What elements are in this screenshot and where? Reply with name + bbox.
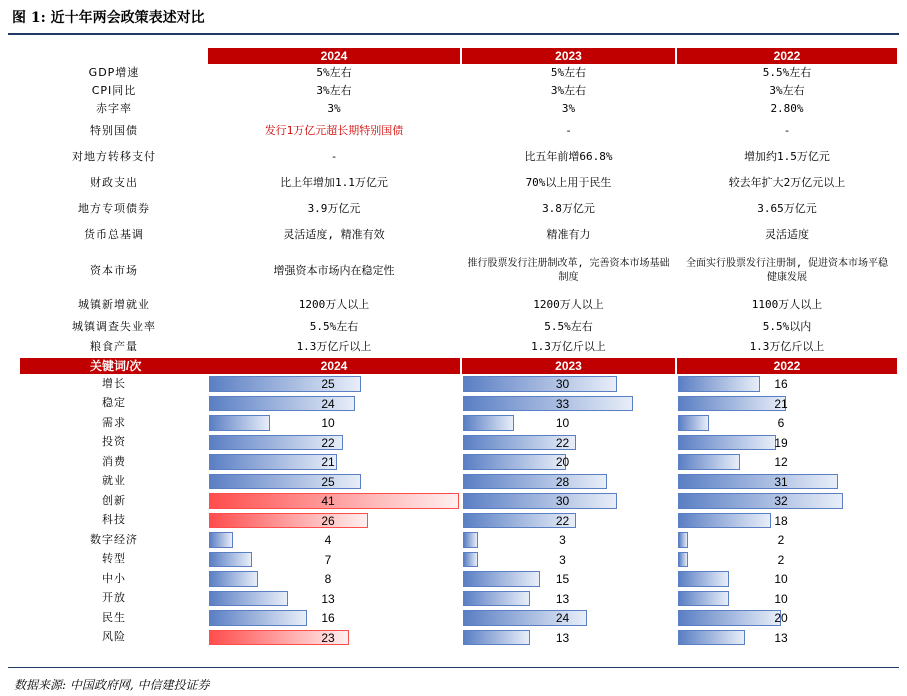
year-header-2024: 2024	[208, 48, 460, 64]
keyword-header: 关键词/次	[20, 358, 208, 374]
keyword-value: 31	[774, 474, 788, 489]
keyword-value: 19	[774, 435, 788, 450]
keyword-value: 22	[555, 513, 570, 528]
policy-value: 5.5%左右	[544, 320, 593, 333]
keyword-value: 13	[555, 591, 570, 606]
keyword-value: 12	[774, 455, 788, 469]
keyword-bar	[463, 493, 617, 509]
policy-value: 1200万人以上	[533, 298, 604, 311]
keyword-bar	[209, 552, 252, 568]
keyword-label: 科技	[102, 513, 126, 527]
policy-value: 3%左右	[316, 84, 352, 97]
keyword-bar	[209, 415, 270, 431]
keyword-bar	[678, 415, 709, 431]
policy-value: 3%左右	[550, 84, 587, 97]
keyword-bar	[463, 630, 530, 646]
policy-value: 全面实行股票发行注册制, 促进资本市场平稳健康发展	[685, 258, 889, 283]
keyword-bar	[678, 532, 688, 548]
keyword-label: 创新	[102, 493, 126, 507]
keyword-bar	[678, 454, 740, 470]
keyword-value: 8	[324, 572, 332, 586]
keyword-value: 30	[555, 494, 570, 508]
keyword-value: 2	[777, 533, 785, 547]
keyword-value: 33	[555, 396, 570, 411]
policy-value: 1.3万亿斤以上	[296, 340, 372, 353]
keyword-year-header-2024: 2024	[208, 358, 460, 374]
policy-value: 5%左右	[550, 66, 587, 79]
policy-value: 灵活适度, 精准有效	[283, 228, 385, 241]
keyword-value: 13	[321, 591, 335, 606]
keyword-bar	[678, 630, 745, 646]
keyword-label: 民生	[102, 610, 126, 624]
keyword-label: 就业	[102, 474, 126, 488]
keyword-bar	[678, 591, 729, 607]
keyword-value: 22	[321, 435, 335, 450]
policy-value: 5%左右	[316, 66, 352, 79]
keyword-value: 23	[321, 630, 335, 645]
keyword-value: 41	[321, 494, 335, 508]
policy-value: 发行1万亿元超长期特别国债	[264, 124, 404, 137]
keyword-year-header-2022: 2022	[677, 358, 897, 374]
keyword-value: 21	[774, 396, 788, 411]
keyword-bar	[209, 474, 361, 490]
policy-value: 3.8万亿元	[542, 202, 595, 215]
figure-title: 图 1: 近十年两会政策表述对比	[12, 10, 205, 26]
row-label: 财政支出	[90, 176, 138, 189]
keyword-value: 20	[555, 455, 570, 469]
policy-value: 1.3万亿斤以上	[749, 340, 825, 353]
keyword-value: 21	[321, 455, 335, 469]
keyword-bar	[463, 454, 566, 470]
keyword-bar	[209, 610, 307, 626]
policy-value: 5.5%以内	[762, 320, 812, 333]
policy-value: 3.9万亿元	[307, 202, 361, 215]
keyword-bar	[678, 610, 781, 626]
keyword-value: 24	[555, 611, 570, 625]
policy-value: 5.5%左右	[309, 320, 359, 333]
policy-value: 精准有力	[546, 228, 591, 241]
policy-value: 3%	[561, 102, 576, 115]
row-label: 城镇调查失业率	[72, 320, 156, 333]
policy-value: 增强资本市场内在稳定性	[273, 264, 395, 277]
row-label: 货币总基调	[84, 228, 144, 241]
keyword-bar	[209, 591, 288, 607]
keyword-value: 13	[555, 630, 570, 645]
keyword-bar	[463, 571, 540, 587]
policy-value: -	[565, 124, 572, 137]
keyword-value: 25	[321, 377, 335, 391]
keyword-label: 增长	[102, 376, 126, 390]
policy-value: 灵活适度	[765, 228, 809, 241]
row-label: 对地方转移支付	[72, 150, 156, 163]
keyword-value: 10	[321, 416, 335, 430]
keyword-bar	[463, 396, 633, 412]
title-rule	[8, 33, 899, 35]
keyword-value: 4	[324, 533, 332, 547]
row-label: 地方专项债券	[78, 202, 150, 215]
keyword-bar	[678, 513, 771, 529]
policy-value: 5.5%左右	[762, 66, 812, 79]
year-header-2023: 2023	[462, 48, 675, 64]
keyword-value: 28	[555, 474, 570, 489]
keyword-value: 3	[559, 552, 566, 567]
keyword-bar	[678, 396, 786, 412]
policy-value: 3.65万亿元	[757, 202, 817, 215]
policy-value: 1100万人以上	[751, 298, 823, 311]
source-note: 数据来源: 中国政府网, 中信建投证券	[14, 678, 210, 692]
policy-value: 比上年增加1.1万亿元	[280, 176, 388, 189]
keyword-value: 15	[555, 572, 570, 586]
keyword-year-header-2023: 2023	[462, 358, 675, 374]
policy-value: 3%	[327, 102, 341, 115]
keyword-bar	[209, 532, 233, 548]
keyword-bar	[678, 571, 729, 587]
keyword-bar	[678, 435, 776, 451]
keyword-value: 20	[774, 611, 788, 625]
keyword-bar	[209, 376, 361, 392]
policy-value: 1.3万亿斤以上	[531, 340, 606, 353]
keyword-value: 30	[555, 377, 570, 391]
keyword-label: 稳定	[102, 396, 126, 410]
keyword-value: 18	[774, 513, 788, 528]
keyword-value: 32	[774, 494, 788, 508]
keyword-bar	[463, 591, 530, 607]
keyword-bar	[678, 474, 838, 490]
keyword-label: 消费	[102, 454, 126, 468]
policy-value: -	[330, 150, 338, 163]
policy-value: 较去年扩大2万亿元以上	[728, 176, 846, 189]
keyword-bar	[678, 376, 760, 392]
keyword-value: 6	[777, 416, 785, 430]
keyword-value: 10	[774, 591, 788, 606]
keyword-value: 16	[321, 611, 335, 625]
keyword-label: 数字经济	[90, 532, 138, 546]
keyword-label: 开放	[102, 591, 126, 605]
keyword-value: 3	[559, 533, 566, 547]
keyword-value: 7	[324, 552, 332, 567]
keyword-label: 风险	[102, 630, 126, 644]
policy-value: -	[783, 124, 791, 137]
keyword-value: 26	[321, 513, 335, 528]
keyword-bar	[463, 415, 514, 431]
keyword-value: 24	[321, 396, 335, 411]
row-label: 赤字率	[96, 102, 132, 115]
keyword-value: 2	[777, 552, 785, 567]
header-gap	[20, 48, 208, 64]
keyword-bar	[463, 552, 478, 568]
keyword-bar	[209, 454, 337, 470]
row-label: CPI同比	[91, 84, 137, 97]
source-rule	[8, 667, 899, 668]
keyword-bar	[463, 532, 478, 548]
row-label: 粮食产量	[90, 340, 138, 353]
keyword-bar	[678, 552, 688, 568]
policy-value: 增加约1.5万亿元	[744, 150, 830, 163]
row-label: 特别国债	[90, 124, 138, 137]
policy-value: 3%左右	[769, 84, 805, 97]
policy-value: 1200万人以上	[298, 298, 370, 311]
keyword-value: 13	[774, 630, 788, 645]
keyword-value: 10	[774, 572, 788, 586]
keyword-value: 16	[774, 377, 788, 391]
keyword-bar	[678, 493, 843, 509]
keyword-label: 转型	[102, 552, 126, 566]
keyword-value: 22	[555, 435, 570, 450]
row-label: 资本市场	[90, 264, 138, 277]
keyword-bar	[463, 376, 617, 392]
keyword-value: 25	[321, 474, 335, 489]
policy-value: 70%以上用于民生	[525, 176, 612, 189]
policy-value: 推行股票发行注册制改革, 完善资本市场基础制度	[467, 258, 670, 283]
keyword-bar	[209, 571, 258, 587]
keyword-label: 中小	[102, 571, 126, 585]
policy-value: 2.80%	[770, 102, 804, 115]
policy-value: 比五年前增66.8%	[524, 150, 613, 163]
row-label: GDP增速	[88, 66, 140, 79]
keyword-label: 投资	[102, 435, 126, 449]
year-header-2022: 2022	[677, 48, 897, 64]
row-label: 城镇新增就业	[78, 298, 150, 311]
keyword-label: 需求	[102, 415, 126, 429]
keyword-bar	[209, 513, 368, 529]
keyword-bar	[463, 474, 607, 490]
keyword-value: 10	[555, 416, 570, 430]
